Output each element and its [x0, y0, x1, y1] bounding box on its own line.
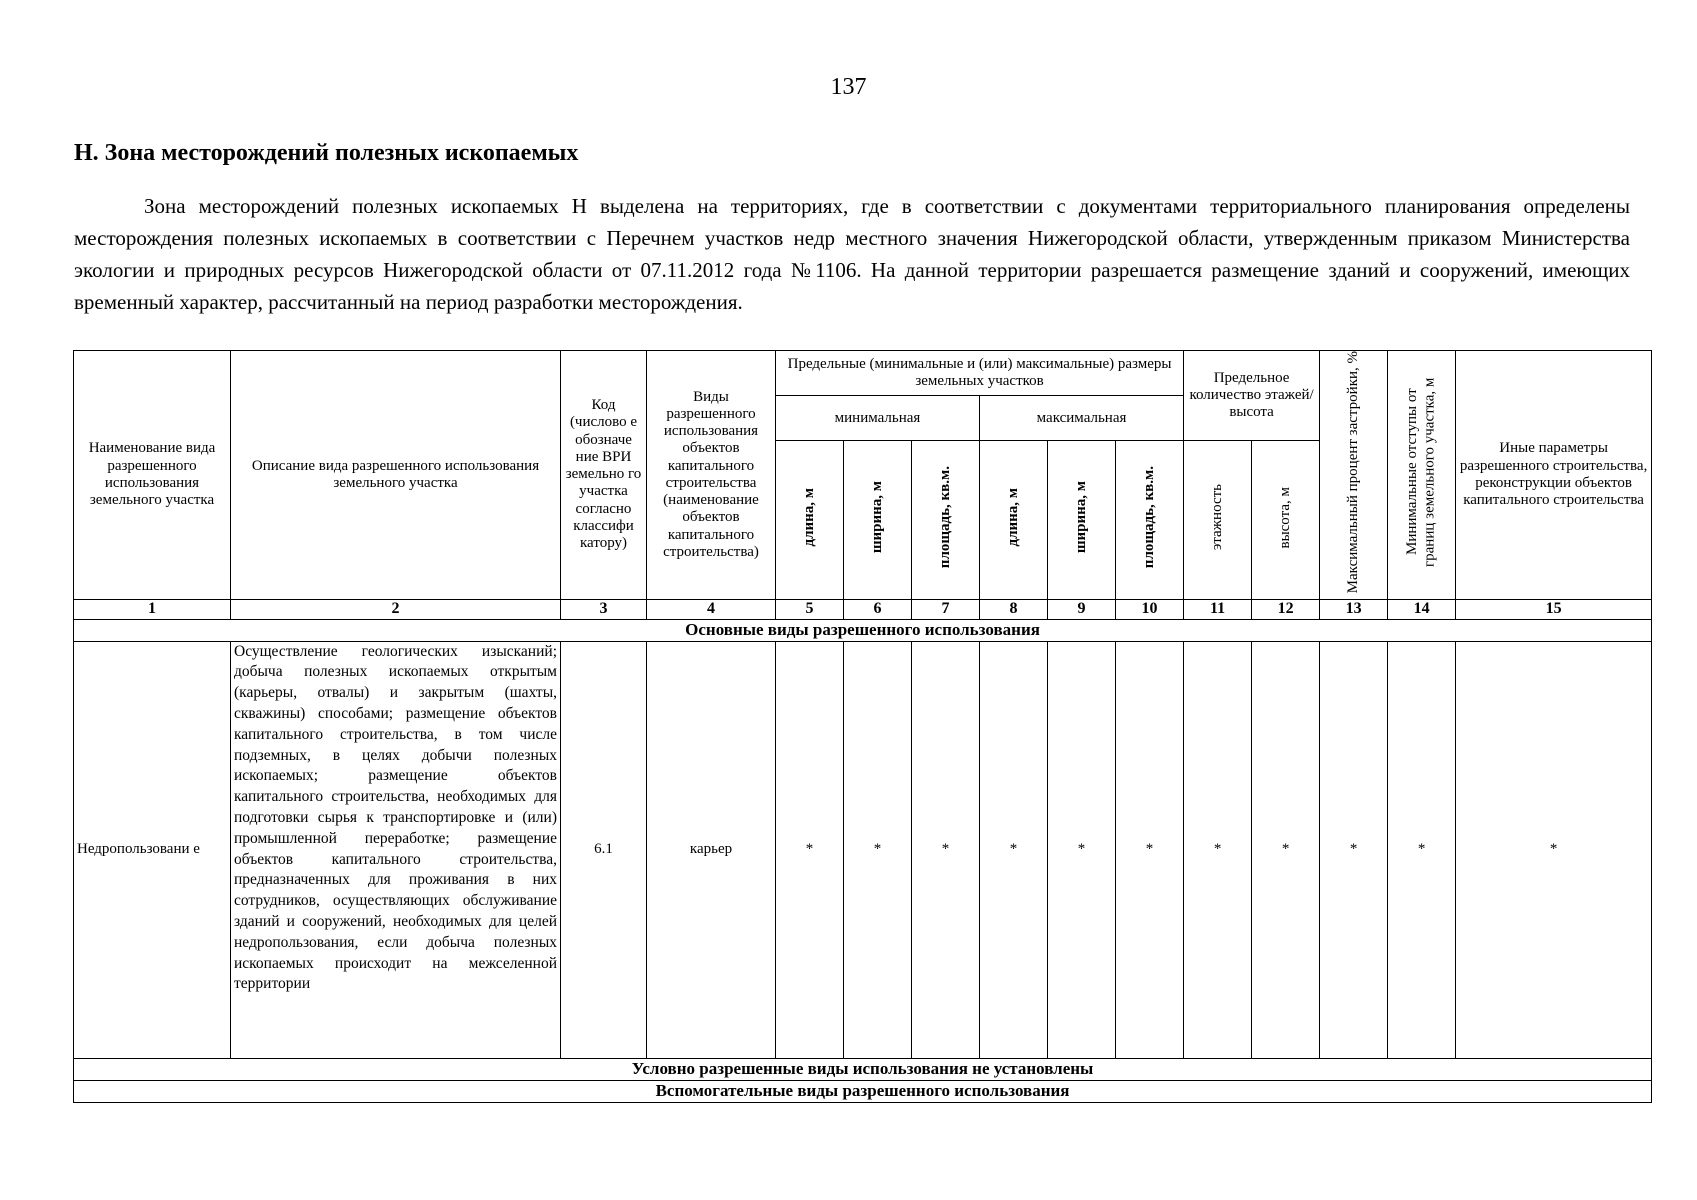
cell-max-width: * [1048, 641, 1116, 1058]
header-size-group: Предельные (минимальные и (или) максимальные) размеры земельных участков [776, 351, 1184, 396]
cell-min-area: * [912, 641, 980, 1058]
col-number: 1 [74, 599, 231, 619]
column-numbers-row [74, 599, 1652, 619]
section-conditional-label: Условно разрешенные виды использования не установлены [74, 1058, 1652, 1080]
section-row-main [74, 619, 1652, 641]
table-row [74, 641, 1652, 1058]
col-number: 14 [1388, 599, 1456, 619]
header-max-area: площадь, кв.м. [1116, 441, 1184, 599]
cell-max-length: * [980, 641, 1048, 1058]
section-row-conditional [74, 1058, 1652, 1080]
col-number: 12 [1252, 599, 1320, 619]
cell-setback: * [1388, 641, 1456, 1058]
col-number: 4 [647, 599, 776, 619]
header-max-length: длина, м [980, 441, 1048, 599]
header-min-width: ширина, м [844, 441, 912, 599]
cell-build-percent: * [1320, 641, 1388, 1058]
col-number: 8 [980, 599, 1048, 619]
col-number: 5 [776, 599, 844, 619]
cell-use-name: Недропользовани е [74, 641, 231, 1058]
section-heading: Н. Зона месторождений полезных ископаемых [74, 140, 579, 166]
col-number: 3 [561, 599, 647, 619]
header-other-params: Иные параметры разрешенного строительства, реконструкции объектов капитального строительства [1456, 351, 1652, 600]
col-number: 6 [844, 599, 912, 619]
section-main-label: Основные виды разрешенного использования [74, 619, 1652, 641]
header-max: максимальная [980, 396, 1184, 441]
header-name: Наименование вида разрешенного использования земельного участка [74, 351, 231, 600]
col-number: 13 [1320, 599, 1388, 619]
header-min-area: площадь, кв.м. [912, 441, 980, 599]
cell-max-area: * [1116, 641, 1184, 1058]
header-floors: этажность [1184, 441, 1252, 599]
header-min-length: длина, м [776, 441, 844, 599]
header-capital-types: Виды разрешенного использования объектов капитального строительства (наименование объектов капитального строительства) [647, 351, 776, 600]
col-number: 10 [1116, 599, 1184, 619]
header-height: высота, м [1252, 441, 1320, 599]
col-number: 7 [912, 599, 980, 619]
col-number: 9 [1048, 599, 1116, 619]
section-auxiliary-label: Вспомогательные виды разрешенного использования [74, 1080, 1652, 1102]
cell-min-width: * [844, 641, 912, 1058]
header-code: Код (числово е обозначе ние ВРИ земельно го участка согласно классифи катору) [561, 351, 647, 600]
header-max-width: ширина, м [1048, 441, 1116, 599]
header-floors-group: Предельное количество этажей/ высота [1184, 351, 1320, 441]
intro-paragraph: Зона месторождений полезных ископаемых Н выделена на территориях, где в соответствии с документами территориального планирования определены месторождения полезных ископаемых в соответствии с Перечнем участков недр местного значения Нижегородской области, утвержденным приказом Министерства экологии и природных ресурсов Нижегородской области от 07.11.2012 года №1106. На данной территории разрешается размещение зданий и сооружений, имеющих временный характер, рассчитанный на период разработки месторождения. [74, 194, 1630, 314]
header-setback: Минимальные отступы от границ земельного участка, м [1388, 351, 1456, 600]
cell-code: 6.1 [561, 641, 647, 1058]
section-row-auxiliary [74, 1080, 1652, 1102]
cell-other-params: * [1456, 641, 1652, 1058]
header-build-percent: Максимальный процент застройки, % [1320, 351, 1388, 600]
col-number: 2 [231, 599, 561, 619]
header-description: Описание вида разрешенного использования земельного участка [231, 351, 561, 600]
cell-capital-type: карьер [647, 641, 776, 1058]
cell-height: * [1252, 641, 1320, 1058]
col-number: 11 [1184, 599, 1252, 619]
col-number: 15 [1456, 599, 1652, 619]
cell-min-length: * [776, 641, 844, 1058]
header-min: минимальная [776, 396, 980, 441]
cell-floors: * [1184, 641, 1252, 1058]
cell-use-description: Осуществление геологических изысканий; добыча полезных ископаемых открытым (карьеры, отвалы) и закрытым (шахты, скважины) способами; размещение объектов капитального строительства, в том числе подземных, в целях добычи полезных ископаемых; размещение объектов капитального строительства, необходимых для подготовки сырья к транспортировке и (или) промышленной переработке; размещение объектов капитального строительства, предназначенных для проживания в них сотрудников, осуществляющих обслуживание зданий и сооружений, необходимых для целей недропользования, если добыча полезных ископаемых происходит на межселенной территории [231, 641, 561, 1058]
page-number: 137 [830, 74, 867, 100]
zoning-table [73, 350, 1652, 1103]
